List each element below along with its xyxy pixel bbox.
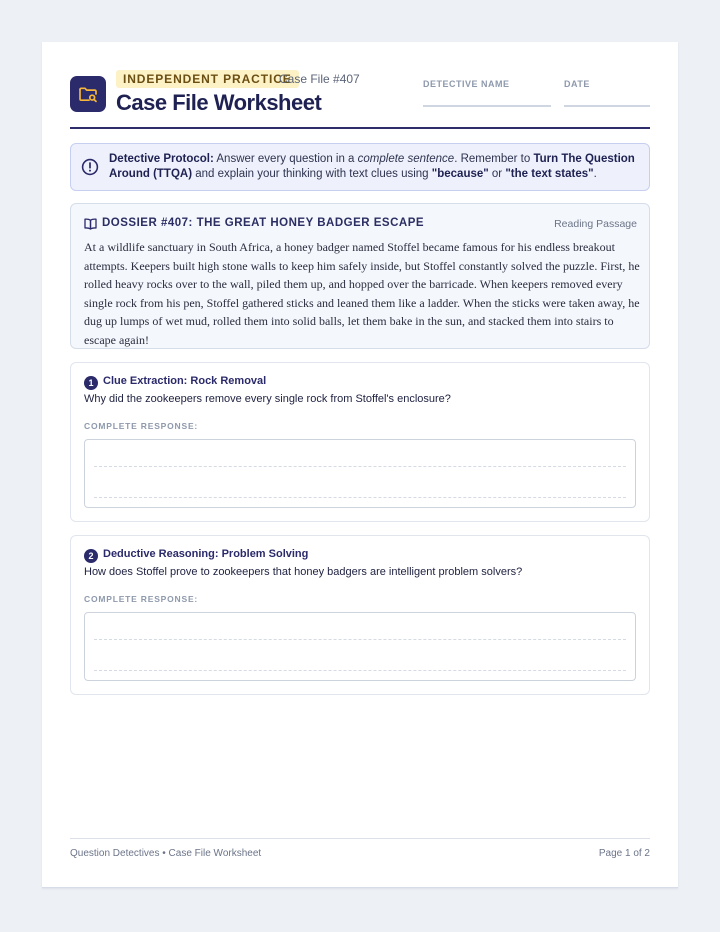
practice-badge: INDEPENDENT PRACTICE <box>116 70 299 88</box>
writing-line <box>94 639 626 640</box>
protocol-callout <box>70 143 650 191</box>
writing-line <box>94 497 626 498</box>
date-label: DATE <box>564 79 590 89</box>
question-card <box>70 362 650 522</box>
dossier-panel <box>70 203 650 349</box>
question-title: Deductive Reasoning: Problem Solving <box>103 548 309 560</box>
dossier-title: DOSSIER #407: THE GREAT HONEY BADGER ESCAPE <box>102 217 425 229</box>
answer-box[interactable] <box>84 439 636 508</box>
question-title: Clue Extraction: Rock Removal <box>103 375 267 387</box>
footer-title: Question Detectives • Case File Worksheet <box>70 848 262 859</box>
footer-divider <box>70 838 650 839</box>
response-label: COMPLETE RESPONSE: <box>84 594 199 604</box>
answer-box[interactable] <box>84 612 636 681</box>
question-number: 2 <box>84 549 98 563</box>
reading-passage-tag: Reading Passage <box>554 218 637 230</box>
logo <box>70 76 106 112</box>
reading-passage: At a wildlife sanctuary in South Africa, a honey badger named Stoffel became famous for his endless breakout attempts. Keepers built high stone walls to keep him safely inside, but Stoffel constantly solved the puzzle. First, he rolled heavy rocks over to the wall, piled them up, and hopped over the barricade. When keepers removed every single rock from his pen, Stoffel gathered sticks and leaned them like a ladder. When the sticks were taken away, he dug up lumps of wet mud, rolled them into solid balls, let them bake in the sun, and stacked them into stairs to escape again! <box>84 240 640 347</box>
response-label: COMPLETE RESPONSE: <box>84 421 199 431</box>
page-title: Case File Worksheet <box>116 90 322 115</box>
date-field[interactable] <box>564 105 650 107</box>
detective-name-field[interactable] <box>423 105 551 107</box>
open-book-icon <box>84 218 97 230</box>
question-number: 1 <box>84 376 98 390</box>
header-divider <box>70 127 650 129</box>
protocol-text: Detective Protocol: Answer every question in a complete sentence. Remember to Turn The Question Around (TTQA) and explain your thinking with text clues using "because" or "the text states". <box>109 153 635 180</box>
page-number: Page 1 of 2 <box>598 848 650 859</box>
case-file-number: Case File #407 <box>279 72 360 86</box>
question-text: How does Stoffel prove to zookeepers that honey badgers are intelligent problem solvers? <box>84 566 523 578</box>
folder-search-icon <box>78 84 98 104</box>
worksheet-page <box>42 42 678 888</box>
writing-line <box>94 466 626 467</box>
info-circle-icon <box>81 158 99 176</box>
question-card <box>70 535 650 695</box>
question-text: Why did the zookeepers remove every single rock from Stoffel's enclosure? <box>84 393 451 405</box>
writing-line <box>94 670 626 671</box>
detective-name-label: DETECTIVE NAME <box>423 79 510 89</box>
